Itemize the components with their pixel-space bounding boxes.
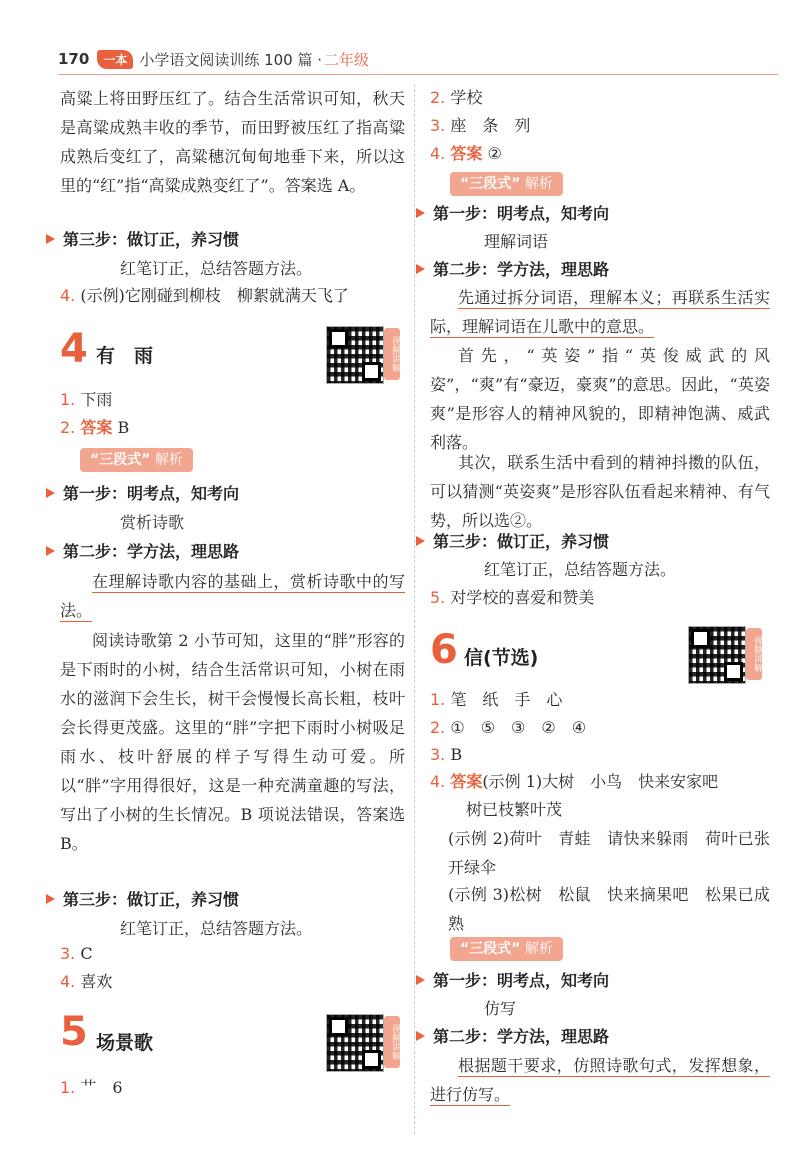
step1-heading: 第一步：明考点，知考向 [430, 200, 609, 228]
video-explain-tag: 视频讲解 [384, 328, 400, 380]
qr-code-icon [326, 326, 384, 384]
answer-item-2: 2. 答案 B [60, 418, 130, 437]
section-title: 信(节选) [464, 647, 539, 669]
step3-text: 红笔订正，总结答题方法。 [120, 919, 313, 938]
step3-heading: 第三步：做订正，养习惯 [60, 886, 239, 914]
answer-item-3: 3. B [430, 745, 463, 764]
step3-text: 红笔订正，总结答题方法。 [484, 560, 677, 579]
example-2: (示例 2)荷叶 青蛙 请快来躲雨 荷叶已张开绿伞 [448, 829, 770, 877]
method-underlined: 在理解诗歌内容的基础上，赏析诗歌中的写法。 [60, 572, 405, 620]
step3-heading: 第三步：做订正，养习惯 [430, 528, 609, 556]
example-3: (示例 3)松树 松鼠 快来摘果吧 松果已成熟 [448, 885, 770, 933]
step3-heading: 第三步：做订正，养习惯 [60, 226, 239, 254]
arrow-icon [416, 536, 425, 546]
method-underlined: 先通过拆分词语，理解本义；再联系生活实际，理解词语在儿歌中的意思。 [430, 288, 770, 336]
step2-heading: 第二步：学方法，理思路 [60, 538, 239, 566]
step3-text: 红笔订正，总结答题方法。 [120, 259, 313, 278]
qr-code-icon [688, 626, 746, 684]
analysis-paragraph: 阅读诗歌第 2 小节可知，这里的“胖”形容的是下雨时的小树，结合生活常识可知，小树在雨水的滋润下会生长，树干会慢慢长高长粗，枝叶会长得更茂盛。这里的“胖”字把下雨时小树吸足雨水、枝叶舒展的样子写得生动可爱。所以“胖”字用得很好，这是一种充满童趣的写法，写出了小树的生长情况。B 项说法错误，答案选 B。 [60, 631, 405, 853]
video-qr-code[interactable] [326, 326, 402, 382]
answer-item-4: 4. 答案 ② [430, 144, 502, 163]
arrow-icon [46, 546, 55, 556]
analysis-badge: “三段式” 解析 [450, 172, 563, 196]
section-number: 6 [430, 627, 458, 673]
page-header [58, 46, 369, 72]
video-qr-code[interactable] [688, 626, 764, 682]
column-divider [414, 84, 415, 1134]
arrow-icon [46, 488, 55, 498]
answer-item-2: 2. ① ⑤ ③ ② ④ [430, 718, 587, 737]
arrow-icon [46, 234, 55, 244]
video-explain-tag: 视频讲解 [746, 628, 762, 680]
step1-heading: 第一步：明考点，知考向 [430, 967, 609, 995]
arrow-icon [416, 208, 425, 218]
method-underlined: 根据题干要求，仿照诗歌句式，发挥想象，进行仿写。 [430, 1056, 770, 1104]
continued-analysis: 高粱上将田野压红了。结合生活常识可知，秋天是高粱成熟丰收的季节，而田野被压红了指高粱成熟后变红了，高粱穗沉甸甸地垂下来，所以这里的“红”指“高粱成熟变红了”。答案选 A。 [60, 89, 405, 195]
analysis-badge: “三段式” 解析 [450, 937, 563, 961]
step1-text: 理解词语 [484, 232, 549, 251]
section-number: 5 [60, 1009, 88, 1055]
arrow-icon [416, 264, 425, 274]
answer-item-1: 1. 下雨 [60, 390, 113, 409]
video-qr-code[interactable] [326, 1014, 402, 1070]
answer-item-5: 5. 对学校的喜爱和赞美 [430, 588, 595, 607]
answer-item-1: 1. 笔 纸 手 心 [430, 690, 563, 709]
page-number: 170 [58, 50, 90, 68]
answer-item-3: 3. 座 条 列 [430, 116, 531, 135]
analysis-paragraph: 其次，联系生活中看到的精神抖擞的队伍，可以猜测“英姿爽”是形容队伍看起来精神、有气势，所以选②。 [430, 453, 770, 530]
video-explain-tag: 视频讲解 [384, 1016, 400, 1068]
section-number: 4 [60, 326, 88, 372]
section-title: 有 雨 [96, 345, 154, 367]
analysis-badge: “三段式” 解析 [80, 448, 193, 472]
arrow-icon [416, 975, 425, 985]
analysis-paragraph: 首先，“英姿”指“英俊威武的风姿”，“爽”有“豪迈，豪爽”的意思。因此，“英姿爽”是形容人的精神风貌的，即精神饱满、威武利落。 [430, 346, 770, 452]
qr-code-icon [326, 1014, 384, 1072]
answer-item-4: 4. 答案(示例 1)大树 小鸟 快来安家吧 [430, 772, 719, 791]
step1-text: 仿写 [484, 999, 517, 1018]
answer-item-1: 1. 艹 6 [60, 1078, 123, 1097]
step2-heading: 第二步：学方法，理思路 [430, 1023, 609, 1051]
header-divider [58, 74, 778, 75]
answer-item-4: 4. 喜欢 [60, 972, 113, 991]
answer-item-3: 3. C [60, 944, 93, 963]
step2-heading: 第二步：学方法，理思路 [430, 256, 609, 284]
arrow-icon [46, 894, 55, 904]
answer-item-4: 4. (示例)它刚碰到柳枝 柳絮就满天飞了 [60, 286, 349, 305]
arrow-icon [416, 1031, 425, 1041]
grade-label: 二年级 [324, 50, 370, 69]
section-title: 场景歌 [96, 1032, 154, 1054]
book-title: 小学语文阅读训练 100 篇 · [139, 50, 323, 69]
answer-item-2: 2. 学校 [430, 88, 483, 107]
step1-heading: 第一步：明考点，知考向 [60, 480, 239, 508]
example-1-cont: 树已枝繁叶茂 [466, 800, 563, 819]
brand-logo: 一本 [97, 50, 133, 69]
step1-text: 赏析诗歌 [120, 513, 185, 532]
